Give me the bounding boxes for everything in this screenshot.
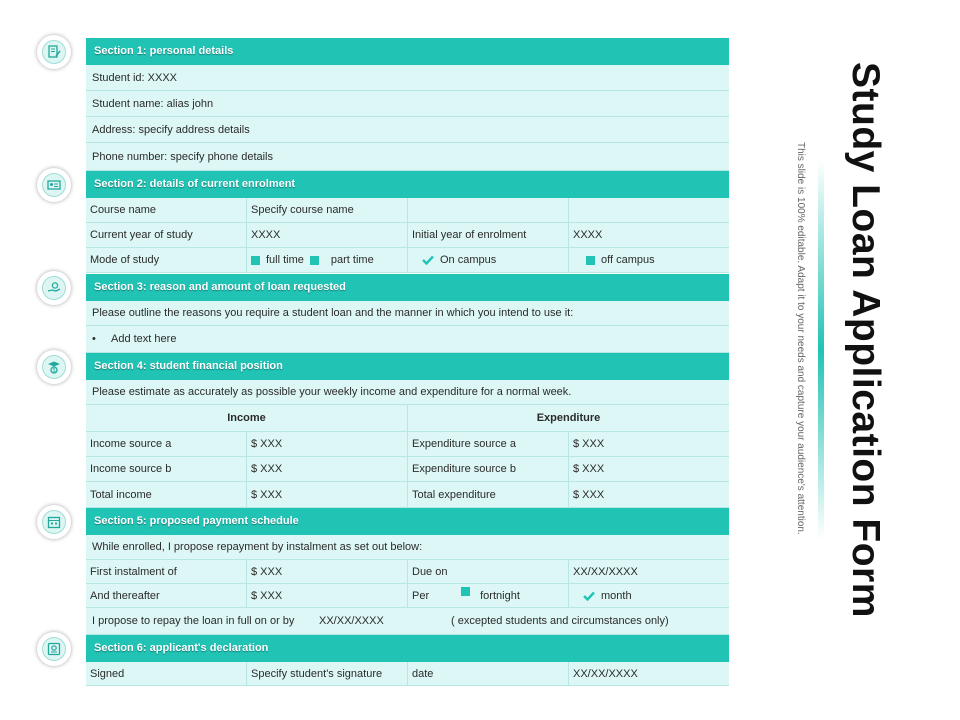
due-on-value[interactable]: XX/XX/XXXX [568, 560, 729, 583]
income-label: Income source b [90, 463, 172, 475]
reason-instruction: Please outline the reasons you require a student loan and the manner in which you intend to use it: [92, 307, 574, 319]
document-edit-icon [47, 45, 61, 59]
form-row [86, 380, 729, 405]
section-3-marker [37, 271, 71, 305]
svg-text:$: $ [52, 368, 56, 374]
table-header-row [86, 405, 729, 432]
form-row [86, 608, 729, 635]
repay-date[interactable]: XX/XX/XXXX [319, 615, 384, 627]
repay-note: ( excepted students and circumstances only) [451, 615, 669, 627]
income-label: Income source a [90, 438, 172, 450]
check-icon[interactable] [422, 255, 434, 265]
expenditure-label: Expenditure source a [407, 432, 568, 456]
off-campus-option [568, 248, 729, 272]
table-row [86, 662, 729, 686]
table-row [86, 248, 729, 273]
student-id-field[interactable]: Student id: XXXX [92, 71, 177, 84]
page-subtitle: This slide is 100% editable. Adapt it to your needs and capture your audience's attention. [795, 142, 806, 535]
expenditure-header: Expenditure [407, 405, 729, 431]
hand-coin-icon [47, 281, 61, 295]
check-icon[interactable] [583, 591, 595, 601]
current-year-label: Current year of study [90, 229, 193, 241]
finance-instruction: Please estimate as accurately as possible your weekly income and expenditure for a normal week. [92, 386, 572, 398]
due-on-label: Due on [407, 560, 568, 583]
on-campus-option [407, 248, 568, 272]
thereafter-label: And thereafter [90, 589, 160, 602]
section-5-header: Section 5: proposed payment schedule [86, 508, 729, 535]
mode-of-study-label: Mode of study [90, 254, 160, 266]
empty-cell [407, 198, 568, 222]
full-time-checkbox[interactable] [251, 256, 260, 265]
fortnight-label: fortnight [480, 589, 520, 602]
signed-label: Signed [90, 667, 125, 680]
per-label: Per [412, 589, 430, 602]
section-4-marker [37, 350, 71, 384]
form-row [86, 301, 729, 326]
certificate-icon [47, 642, 61, 656]
current-year-value[interactable]: XXXX [246, 223, 407, 247]
section-2-header: Section 2: details of current enrolment [86, 171, 729, 198]
table-row [86, 457, 729, 482]
part-time-label: part time [330, 254, 374, 266]
expenditure-value[interactable]: $ XXX [568, 432, 729, 456]
date-label: date [407, 662, 568, 685]
off-campus-checkbox[interactable] [586, 256, 595, 265]
income-value[interactable]: $ XXX [246, 457, 407, 481]
initial-year-value[interactable]: XXXX [568, 223, 729, 247]
thereafter-value[interactable]: $ XXX [246, 584, 407, 607]
address-field[interactable]: Address: specify address details [92, 123, 250, 136]
table-row [86, 223, 729, 248]
mode-options [246, 248, 407, 272]
section-1-header: Section 1: personal details [86, 38, 729, 65]
period-options [407, 584, 568, 607]
table-row [86, 198, 729, 223]
payment-instruction: While enrolled, I propose repayment by instalment as set out below: [92, 541, 423, 553]
section-6-marker [37, 632, 71, 666]
section-1-marker [37, 35, 71, 69]
form-row[interactable] [86, 65, 729, 91]
student-name-field[interactable]: Student name: alias john [92, 97, 214, 110]
initial-year-label: Initial year of enrolment [407, 223, 568, 247]
section-2-marker [37, 168, 71, 202]
table-row [86, 482, 729, 508]
form-row[interactable] [86, 91, 729, 117]
reason-text-field[interactable]: Add text here [111, 333, 177, 345]
income-value[interactable]: $ XXX [246, 432, 407, 456]
section-5-marker [37, 505, 71, 539]
expenditure-label: Expenditure source b [407, 457, 568, 481]
calendar-icon [47, 515, 61, 529]
course-name-value[interactable]: Specify course name [246, 198, 407, 222]
part-time-checkbox[interactable] [310, 256, 319, 265]
page-title: Study Loan Application Form [844, 62, 887, 618]
table-row [86, 560, 729, 584]
table-row [86, 432, 729, 457]
course-name-label: Course name [90, 204, 157, 216]
form-row[interactable] [86, 143, 729, 171]
bullet-point: • [92, 333, 96, 345]
table-row [86, 584, 729, 608]
date-value[interactable]: XX/XX/XXXX [568, 662, 729, 685]
full-time-label: full time [266, 254, 304, 266]
phone-field[interactable]: Phone number: specify phone details [92, 150, 274, 163]
form-row[interactable] [86, 326, 729, 353]
first-instalment-value[interactable]: $ XXX [246, 560, 407, 583]
expenditure-value[interactable]: $ XXX [568, 457, 729, 481]
id-card-icon [47, 178, 61, 192]
fortnight-checkbox[interactable] [461, 587, 470, 596]
off-campus-label: off campus [601, 254, 655, 266]
form-row [86, 535, 729, 560]
total-expenditure-label: Total expenditure [407, 482, 568, 507]
income-header: Income [227, 412, 266, 424]
total-income-label: Total income [90, 488, 152, 501]
section-3-header: Section 3: reason and amount of loan requested [86, 274, 729, 301]
total-expenditure-value[interactable]: $ XXX [568, 482, 729, 507]
empty-cell [568, 198, 729, 222]
form-row[interactable] [86, 117, 729, 143]
on-campus-label: On campus [440, 254, 497, 266]
month-option [568, 584, 729, 607]
section-6-header: Section 6: applicant's declaration [86, 635, 729, 662]
repay-text: I propose to repay the loan in full on or by [92, 615, 295, 627]
decorative-divider [818, 160, 824, 540]
month-label: month [601, 589, 632, 602]
section-4-header: Section 4: student financial position [86, 353, 729, 380]
signature-field[interactable]: Specify student's signature [246, 662, 407, 685]
first-instalment-label: First instalment of [90, 565, 177, 578]
graduation-money-icon [47, 360, 61, 374]
total-income-value[interactable]: $ XXX [246, 482, 407, 507]
